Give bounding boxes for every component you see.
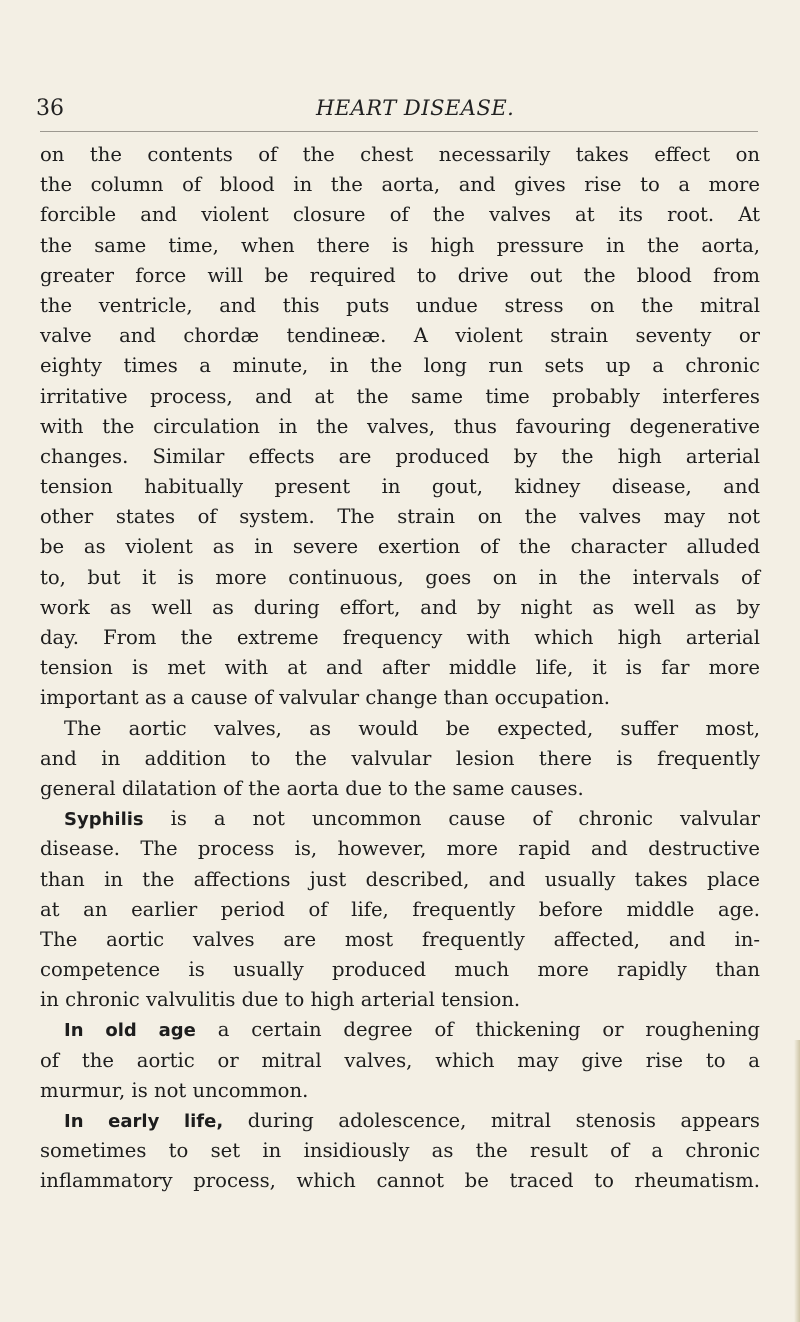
text-line: important as a cause of valvular change than occupation. — [40, 686, 611, 710]
text-line: be as violent as in severe exertion of the character alluded — [40, 535, 760, 559]
text-line: murmur, is not uncommon. — [40, 1078, 309, 1102]
text-line: at an earlier period of life, frequently before middle age. — [40, 897, 760, 921]
text-line: The aortic valves are most frequently affected, and in- — [40, 927, 760, 951]
text-line: on the contents of the chest necessarily takes effect on — [40, 143, 760, 166]
text-line: eighty times a minute, in the long run sets up a chronic — [40, 354, 760, 378]
text-line: changes. Similar effects are produced by the high arterial — [40, 444, 760, 468]
paragraph-lead-early-life: In early life, — [64, 1111, 224, 1132]
header-rule — [40, 131, 758, 132]
text-line: disease. The process is, however, more rapid and destructive — [40, 837, 760, 861]
text-line: irritative process, and at the same time probably interferes — [40, 384, 760, 408]
text-line: tension habitually present in gout, kidney disease, and — [40, 475, 760, 499]
text-line: greater force will be required to drive out the blood from — [40, 263, 760, 287]
text-line: the column of blood in the aorta, and gives rise to a more — [40, 173, 760, 197]
text-line: other states of system. The strain on the valves may not — [40, 505, 760, 529]
text-run: a certain degree of thickening or roughening — [195, 1018, 760, 1042]
text-line: inflammatory process, which cannot be traced to rheumatism. — [40, 1169, 760, 1193]
text-run: is a not uncommon cause of chronic valvular — [143, 807, 760, 831]
text-line: work as well as during effort, and by night as well as by — [40, 595, 760, 619]
paragraph-lead-old-age: In old age — [64, 1020, 196, 1042]
running-head — [36, 96, 760, 126]
text-line: the same time, when there is high pressure in the aorta, — [40, 233, 760, 257]
text-line: The aortic valves, as would be expected, suffer most, — [64, 716, 760, 740]
text-line — [40, 804, 760, 834]
text-line: in chronic valvulitis due to high arterial tension. — [40, 988, 521, 1012]
text-run: during adolescence, mitral stenosis appears — [223, 1109, 760, 1132]
page-edge-shadow — [794, 1040, 800, 1322]
text-line: than in the affections just described, and usually takes place — [40, 867, 760, 891]
page-number: 36 — [36, 96, 64, 121]
text-line: the ventricle, and this puts undue stress on the mitral — [40, 293, 760, 317]
text-line: to, but it is more continuous, goes on in the intervals of — [40, 565, 760, 589]
text-line: sometimes to set in insidiously as the result of a chronic — [40, 1139, 760, 1163]
text-line: competence is usually produced much more rapidly than — [40, 958, 760, 982]
text-line: forcible and violent closure of the valves at its root. At — [40, 203, 760, 227]
text-line: valve and chordæ tendineæ. A violent strain seventy or — [40, 324, 760, 348]
text-line: with the circulation in the valves, thus favouring degenerative — [40, 414, 760, 438]
running-title: HEART DISEASE. — [316, 96, 515, 120]
text-line: and in addition to the valvular lesion there is frequently — [40, 746, 760, 770]
paragraph-lead-syphilis: Syphilis — [64, 809, 144, 831]
text-line: of the aortic or mitral valves, which may give rise to a — [40, 1048, 760, 1072]
text-line: general dilatation of the aorta due to the same causes. — [40, 776, 584, 800]
text-line — [40, 1015, 760, 1045]
text-line: day. From the extreme frequency with which high arterial — [40, 626, 760, 649]
body-text — [40, 140, 760, 1197]
text-line: tension is met with at and after middle life, it is far more — [40, 656, 760, 680]
text-line — [40, 1106, 760, 1136]
